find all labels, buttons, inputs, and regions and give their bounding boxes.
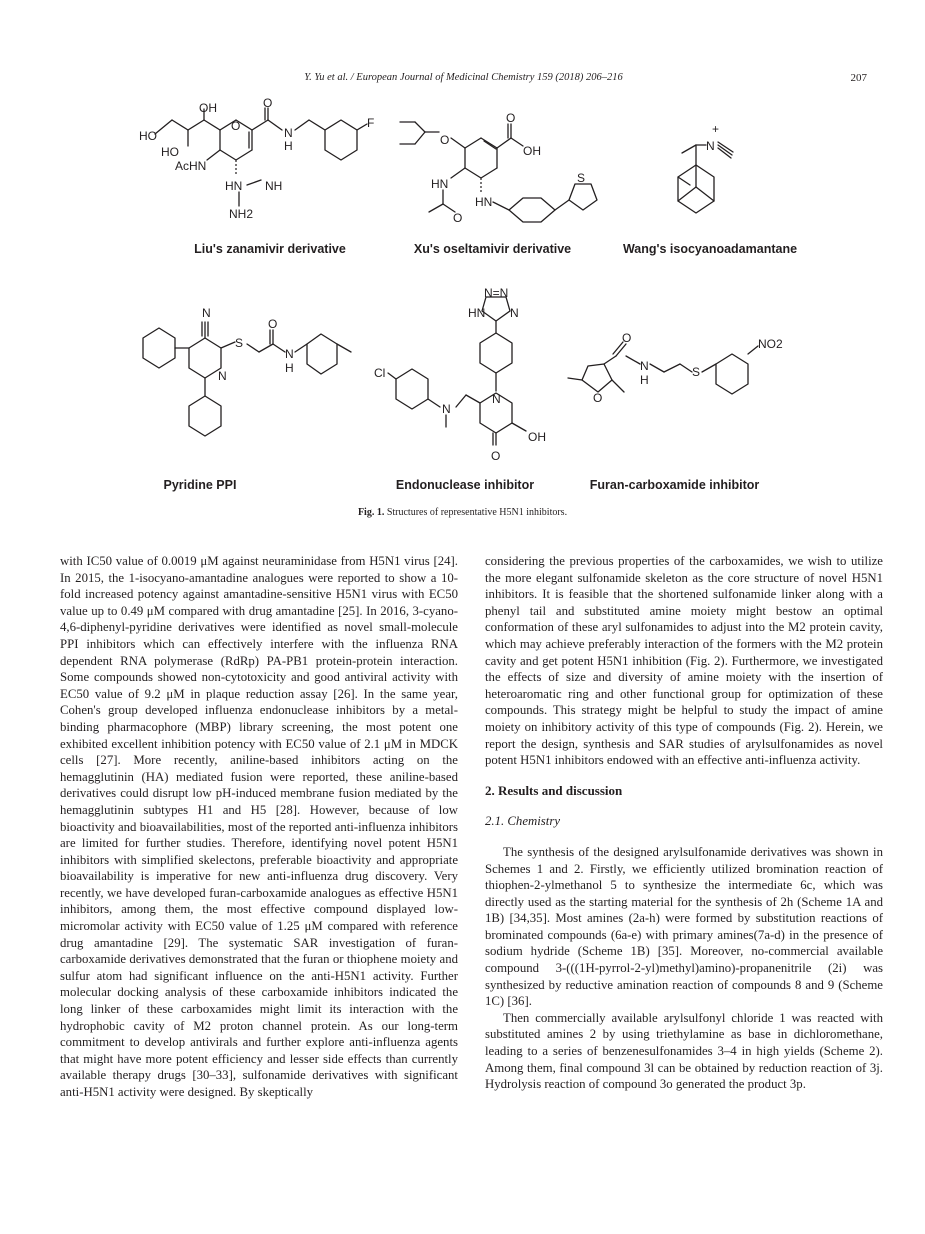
atom-hn: HN [225,179,243,193]
atom-n-tetrazole-2: N [510,306,519,320]
right-paragraph-1: considering the previous properties of the carboxamides, we wish to utilize the more elegant sulfonamide skeleton as the core structure of novel H5N1 inhibitors. It is feasible that the shortened sulfonamide linker along with a phenyl tail and substituted amine moiety might bestow an optimal conformation of these aryl sulfonamides to adjust into the M2 protein cavity, which may achieve preferably interaction of the formers with the M2 protein cavity and get potent H5N1 inhibition (Fig. 2). Furthermore, we investigated the effects of size and diversity of amine moiety with the insertion of heteroaromatic ring and other functional group for optimization of these compounds. This strategy might be helpful to study the impact of amine moiety on inhibitory activity of this type of compounds (Fig. 2). Herein, we report the design, synthesis and SAR studies of arylsulfonamides as novel potent H5N1 inhibitors endowed with an effective anti-influenza activity. [485,554,883,768]
right-paragraph-2: The synthesis of the designed arylsulfonamide derivatives was shown in Schemes 1 and 2. Firstly, we efficiently utilized bromination reaction of thiophen-2-ylmethanol 5 to synthesize the intermediate 6c, which was directly used as the starting material for the synthesis of 2h (Scheme 1A and 1B) [34,35]. Most amines (2a-h) were formed by substitution reactions of brominated compounds (6a-e) with primary amines(7a-d) in the presence of sodium hydride (Scheme 1B) [35]. Moreover, no-commercial available compound 3-(((1H-pyrrol-2-yl)methyl)amino)-propanenitrile (2i) was synthesized by reductive amination reaction of compounds 8 and 9 (Scheme 1C) [36]. [485,844,883,1009]
atom-h-amide: H [640,373,649,387]
structure-caption-2: Xu's oseltamivir derivative [413,242,572,256]
structure-zanamivir-derivative [135,96,385,225]
atom-o-amide: O [622,331,632,345]
atom-s: S [577,171,586,185]
structure-endonuclease-inhibitor [370,285,570,465]
atom-o-amide: O [453,211,463,225]
structure-isocyanoadamantane [660,122,770,220]
atom-achn: AcHN [175,159,207,173]
atom-h: H [284,139,293,153]
journal-citation: Y. Yu et al. / European Journal of Medicinal Chemistry 159 (2018) 206–216 [304,72,623,83]
structure-furan-carboxamide-inhibitor [560,330,810,440]
atom-plus: + [712,122,720,136]
atom-o-furan: O [593,391,603,405]
atom-n-pyridine: N [218,369,227,383]
atom-hn-amine: HN [475,195,493,209]
atom-nh2: NH2 [229,207,254,221]
atom-n-tetrazole: N=N [484,286,509,300]
atom-o: O [263,96,273,110]
structure-caption-1: Liu's zanamivir derivative [194,242,346,256]
atom-n-pyridinone: N [492,392,501,406]
atom-n-amide: N [640,359,649,373]
left-paragraph: with IC50 value of 0.0019 μM against neuraminidase from H5N1 virus [24]. In 2015, the 1-isocyano-amantadine analogues were reported to show a 10-fold increased potency against amantadine-sensitive H5N1 virus with EC50 value up to 0.49 μM compared with drug amantadine [25]. In 2016, 3-cyano-4,6-diphenyl-pyridine derivatives were identified as novel small-molecule PPI inhibitors which can effectively interfere with the influenza RNA dependent RNA polymerase (RdRp) PA-PB1 protein-protein interaction. Some compounds showed non-cytotoxicity and good antiviral activity with EC50 value of 9.2 μM in plaque reduction assay [26]. In the same year, Cohen's group developed influenza endonuclease inhibitors by a metal-binding pharmacophore (MBP) library screening, the most potent one exhibited excellent inhibition potency with EC50 value of 2.1 μM in MDCK cells [27]. More recently, aniline-based inhibitors acting on the hemagglutinin (HA) mediated fusion were reported, these aniline-based derivatives could disrupt low pH-induced membrane fusion mediated by the hemagglutinin subtypes H1 and H5 [28]. However, because of low bioactivity and bioavailabilities, most of the reported anti-influenza inhibitors are limited for further studies. Therefore, identifying novel potent H5N1 inhibitors with simplified skelectons, preferable bioactivity and appropriate bioavailability is imperative for new anti-influenza drug discovery. Very recently, we have developed furan-carboxamide analogues as effective H5N1 inhibitors, among them, the most effective compound displayed low-micromolar activity with EC50 value of 1.25 μM compared with reference drug amantadine [29]. The systematic SAR investigation of furan-carboxamide derivatives demonstrated that the furan or thiophene moiety and sulfur atom had significant influence on the anti-H5N1 activity. Further molecular docking analysis of these carboxamide inhibitors indicated the long linker of these carboxamides might limit its interaction with the hydrophobic cavity of M2 proton channel protein. As our long-term commitment to develop antivirals and further explore anti-influenza agents that might have more potent efficiency and lesser side effects than currently available therapy drugs [30–33], sulfonamide derivatives with significant anti-H5N1 activity were designed. By skeptically [60,554,458,1099]
right-column [485,553,883,1093]
atom-hn-amide: HN [431,177,449,191]
atom-h-amide: H [285,361,294,375]
atom-n-nitrile: N [202,306,211,320]
right-paragraph-3: Then commercially available arylsulfonyl chloride 1 was reacted with substituted amines 2 by using triethylamine as base in dichloromethane, leading to a series of benzenesulfonamides 3–4 in high yields (Scheme 2). Among them, final compound 3l can be obtained by reduction reaction of 3j. Hydrolysis reaction of compound 3o generated the product 3p. [485,1010,883,1092]
structure-caption-5: Endonuclease inhibitor [395,478,535,492]
structure-caption-3: Wang's isocyanoadamantane [622,242,798,256]
figure-label: Fig. 1. [357,507,385,518]
structure-pyridine-ppi [135,300,365,450]
atom-ho: HO [139,129,157,143]
structure-caption-4: Pyridine PPI [163,478,237,492]
atom-s: S [692,365,701,379]
atom-no2: NO2 [758,337,783,351]
atom-nh: NH [265,179,283,193]
atom-cl: Cl [374,366,386,380]
atom-oh: OH [528,430,546,444]
subsection-heading: 2.1. Chemistry [485,814,561,829]
figure-caption [0,507,925,518]
atom-s-thioether: S [235,336,244,350]
atom-o-acid: O [506,111,516,125]
atom-n-isocyano: N [706,139,715,153]
atom-o-ether: O [440,133,450,147]
running-header [60,72,867,88]
atom-f: F [367,116,375,130]
atom-ho-2: HO [161,145,179,159]
structure-caption-6: Furan-carboxamide inhibitor [589,478,760,492]
atom-oh: OH [199,101,217,115]
section-heading: 2. Results and discussion [485,782,623,798]
atom-o-amide: O [268,317,278,331]
atom-n-amine: N [442,402,451,416]
atom-oh-acid: OH [523,144,541,158]
page-number: 207 [850,72,867,84]
atom-ring-o: O [231,119,241,133]
atom-n: N [284,126,293,140]
atom-o-keto: O [491,449,501,463]
structure-oseltamivir-derivative [395,110,610,225]
left-column [60,553,458,1101]
atom-hn-tetrazole: HN [468,306,486,320]
atom-n-amide: N [285,347,294,361]
figure-caption-text: Structures of representative H5N1 inhibitors. [386,507,568,518]
